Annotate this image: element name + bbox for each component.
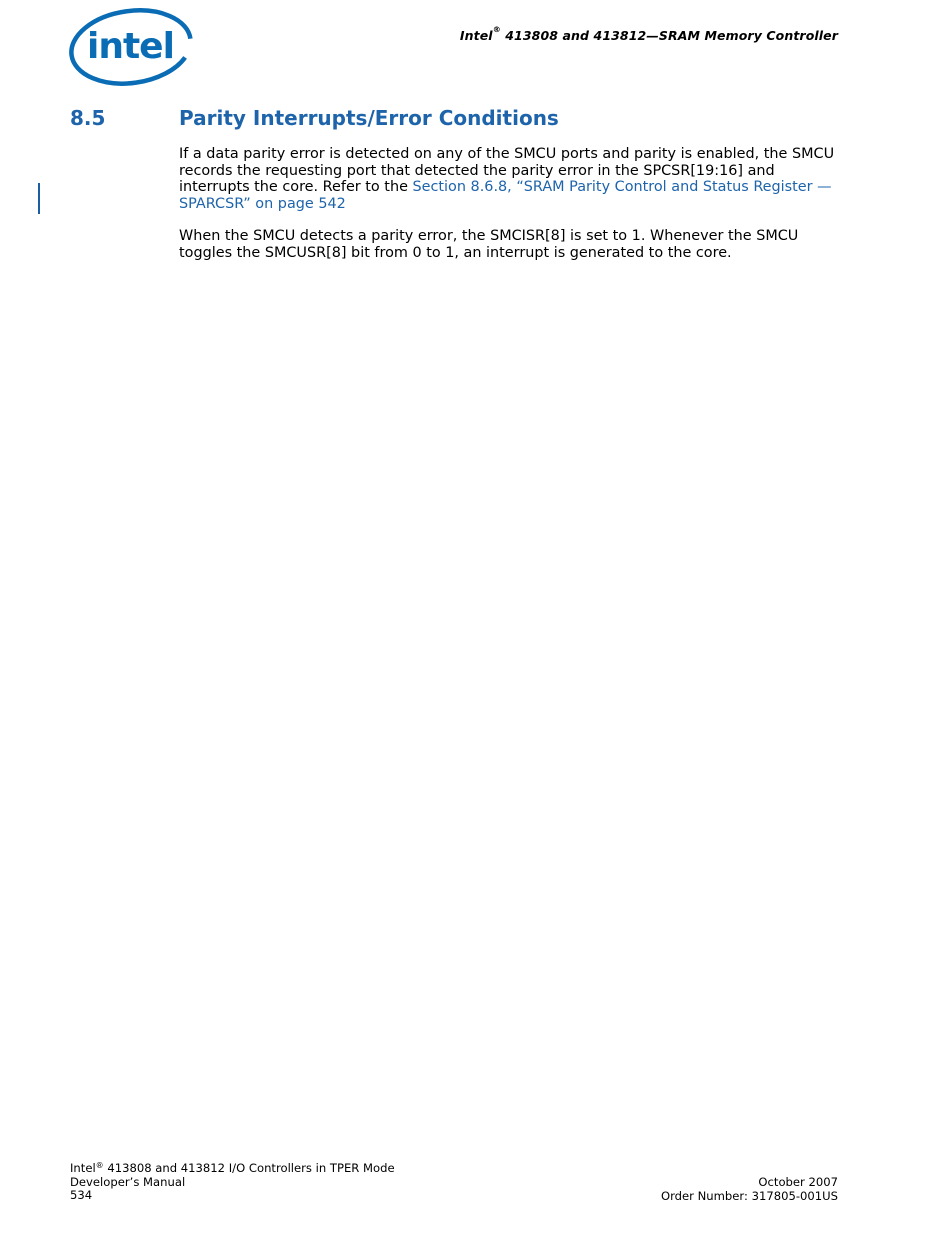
header-title-post: 413808 and 413812—SRAM Memory Controller — [500, 28, 838, 43]
change-bar — [38, 183, 40, 214]
footer-order-number: Order Number: 317805-001US — [660, 1188, 838, 1203]
section-number: 8.5 — [70, 106, 106, 130]
footer-left — [70, 1162, 395, 1203]
header-title-pre: Intel — [459, 28, 493, 43]
registered-mark: ® — [492, 25, 501, 34]
paragraph-interrupt: When the SMCU detects a parity error, the SMCISR[8] is set to 1. Whenever the SMCU toggles the SMCUSR[8] bit from 0 to 1, an interrupt is generated to the core. — [179, 228, 799, 261]
page-number: 534 — [70, 1188, 93, 1202]
paragraph-text: If a data parity error is detected on any of the SMCU ports and parity is enabled, the SMCU records the requesting port that detected the parity error in the SPCSR[19:16] and interrupts the core. Refer to the — [179, 146, 835, 196]
footer-right — [661, 1176, 838, 1203]
section-cross-reference-link[interactable]: Section 8.6.8, “SRAM Parity Control and Status Register — SPARCSR” on page 542 — [179, 179, 832, 212]
intel-logo — [68, 6, 194, 86]
footer-document-title — [70, 1162, 395, 1176]
section-title: Parity Interrupts/Error Conditions — [179, 106, 559, 130]
paragraph-parity-error — [179, 146, 839, 212]
footer-title-pre: Intel — [70, 1161, 96, 1175]
running-header — [459, 25, 838, 43]
footer-date: October 2007 — [758, 1175, 838, 1189]
registered-mark: ® — [95, 1161, 104, 1170]
svg-text:intel: intel — [87, 26, 174, 67]
footer-manual-type: Developer’s Manual — [70, 1174, 186, 1189]
footer-title-post: 413808 and 413812 I/O Controllers in TPER Mode — [103, 1161, 395, 1175]
